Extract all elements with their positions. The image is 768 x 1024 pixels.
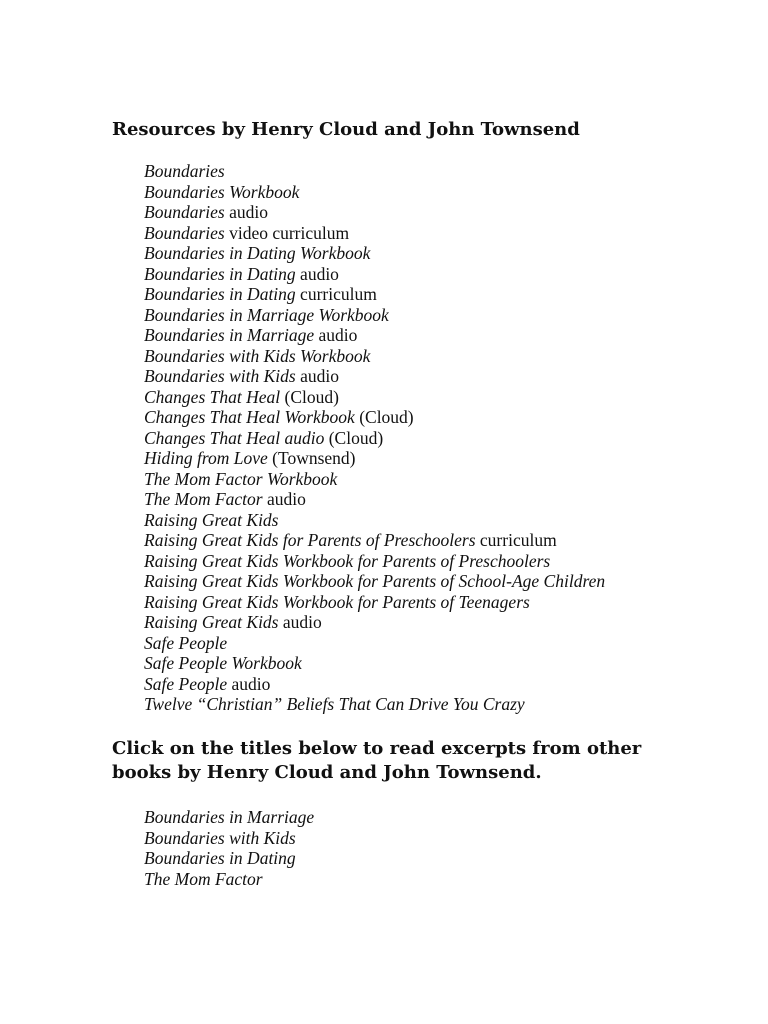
resource-title: Raising Great Kids [144, 612, 279, 632]
resource-suffix: audio [262, 489, 306, 509]
resource-title: Boundaries in Marriage [144, 325, 315, 345]
resource-item [144, 387, 605, 408]
resource-list [144, 161, 605, 715]
excerpts-heading-line-2: books by Henry Cloud and John Townsend. [112, 762, 542, 783]
resource-suffix: (Cloud) [354, 407, 414, 427]
resource-item [144, 202, 605, 223]
resource-item [144, 448, 605, 469]
resource-title: Boundaries with Kids [144, 366, 296, 386]
resource-title: Boundaries in Dating [144, 284, 296, 304]
resource-title: Hiding from Love [144, 448, 268, 468]
resource-suffix: (Cloud) [324, 427, 384, 448]
resource-title: Safe People Workbook [144, 653, 302, 673]
resource-title: Raising Great Kids [144, 509, 279, 530]
resource-suffix: audio [314, 325, 358, 345]
resource-title: Boundaries Workbook [144, 181, 300, 202]
resource-item [144, 469, 605, 490]
resource-title: The Mom Factor [144, 489, 263, 509]
resource-title: Raising Great Kids for Parents of Preschoolers [144, 530, 476, 550]
resource-title: Safe People [144, 673, 228, 694]
resource-item [144, 161, 605, 182]
resource-title: Boundaries with Kids Workbook [144, 345, 371, 366]
resource-title: Safe People [144, 632, 228, 653]
resource-item [144, 325, 605, 346]
resource-item [144, 182, 605, 203]
excerpt-list [144, 807, 314, 889]
resource-item [144, 305, 605, 326]
excerpt-link-boundaries-with-kids[interactable] [144, 828, 314, 849]
resource-item [144, 694, 605, 715]
resource-item [144, 592, 605, 613]
excerpt-title[interactable]: Boundaries in Marriage [144, 807, 315, 827]
resource-item [144, 653, 605, 674]
resource-title: Raising Great Kids Workbook for Parents of Preschoolers [144, 550, 551, 571]
resource-suffix: (Cloud) [280, 386, 339, 407]
resource-item [144, 612, 605, 633]
resource-suffix: video curriculum [224, 222, 350, 243]
resource-item [144, 243, 605, 264]
resource-title: The Mom Factor Workbook [144, 468, 338, 489]
resource-suffix: audio [295, 366, 339, 386]
resource-title: Boundaries in Marriage Workbook [144, 304, 389, 325]
resource-suffix: curriculum [295, 284, 377, 304]
resource-title: Raising Great Kids Workbook for Parents of Teenagers [144, 591, 530, 612]
resource-suffix: audio [278, 612, 322, 632]
resource-item [144, 674, 605, 695]
excerpts-heading [112, 737, 641, 785]
resource-title: Boundaries [144, 202, 225, 222]
resource-item [144, 428, 605, 449]
resource-title: Raising Great Kids Workbook for Parents of School-Age Children [144, 571, 606, 591]
excerpt-title[interactable]: Boundaries in Dating [144, 848, 296, 868]
resource-title: Changes That Heal Workbook [144, 407, 355, 427]
excerpt-title[interactable]: Boundaries with Kids [144, 827, 296, 848]
excerpt-link-boundaries-in-dating[interactable] [144, 848, 314, 869]
resource-item [144, 571, 605, 592]
resource-suffix: (Townsend) [267, 448, 356, 468]
resource-item [144, 407, 605, 428]
excerpt-link-the-mom-factor[interactable] [144, 869, 314, 890]
excerpts-heading-line-1: Click on the titles below to read excerpts from other [112, 738, 642, 759]
resource-item [144, 510, 605, 531]
resource-item [144, 284, 605, 305]
resource-item [144, 346, 605, 367]
resource-item [144, 551, 605, 572]
resource-item [144, 489, 605, 510]
resource-item [144, 223, 605, 244]
resource-title: Boundaries in Dating [144, 263, 296, 284]
resource-title: Changes That Heal audio [144, 427, 325, 448]
resource-item [144, 530, 605, 551]
resource-item [144, 633, 605, 654]
resource-suffix: curriculum [475, 530, 557, 550]
resource-suffix: audio [295, 263, 339, 284]
excerpt-link-boundaries-in-marriage[interactable] [144, 807, 314, 828]
resource-suffix: audio [227, 673, 271, 694]
excerpt-title[interactable]: The Mom Factor [144, 868, 263, 889]
resource-title: Boundaries in Dating Workbook [144, 243, 371, 263]
resource-item [144, 366, 605, 387]
resources-heading: Resources by Henry Cloud and John Townsend [112, 119, 580, 140]
resource-title: Boundaries [144, 161, 225, 181]
resource-item [144, 264, 605, 285]
resource-title: Twelve “Christian” Beliefs That Can Drive You Crazy [144, 694, 525, 714]
resource-suffix: audio [224, 202, 268, 222]
resource-title: Boundaries [144, 222, 225, 243]
resource-title: Changes That Heal [144, 386, 281, 407]
